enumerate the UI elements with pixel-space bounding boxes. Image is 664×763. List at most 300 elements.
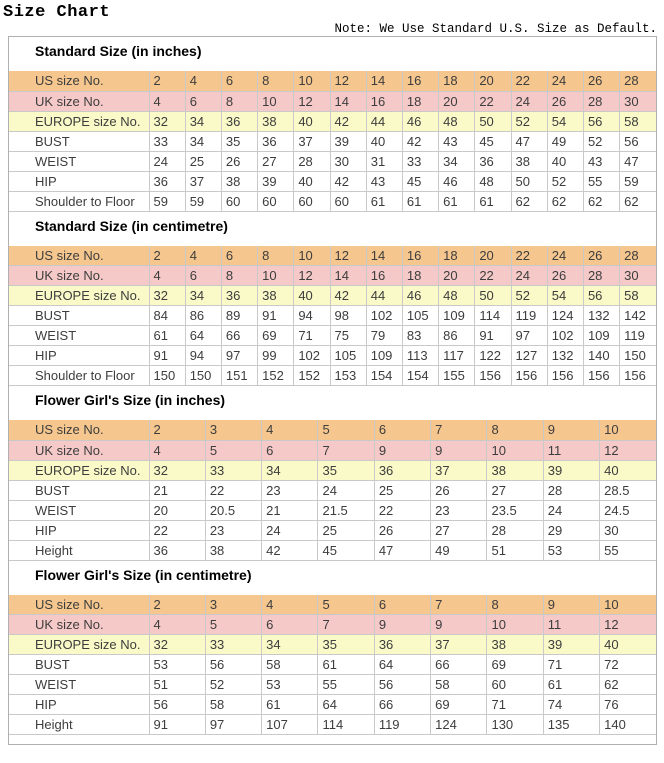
size-value-cell: 30	[600, 520, 656, 540]
table-row	[9, 715, 656, 735]
size-value-cell: 12	[330, 246, 366, 266]
size-value-cell: 60	[294, 191, 330, 211]
row-label: HIP	[9, 346, 149, 366]
size-value-cell: 94	[185, 346, 221, 366]
size-value-cell: 40	[366, 131, 402, 151]
table-row	[9, 520, 656, 540]
size-value-cell: 55	[600, 540, 656, 560]
size-value-cell: 34	[439, 151, 475, 171]
row-label: UK size No.	[9, 440, 149, 460]
size-value-cell: 150	[185, 366, 221, 386]
table-row	[9, 346, 656, 366]
size-value-cell: 24	[318, 480, 374, 500]
size-value-cell: 39	[258, 171, 294, 191]
size-value-cell: 34	[185, 286, 221, 306]
size-value-cell: 114	[318, 715, 374, 735]
size-value-cell: 26	[431, 480, 487, 500]
size-value-cell: 42	[262, 540, 318, 560]
size-value-cell: 47	[620, 151, 656, 171]
table-row	[9, 366, 656, 386]
size-value-cell: 9	[374, 440, 430, 460]
size-value-cell: 8	[258, 246, 294, 266]
size-value-cell: 39	[543, 460, 599, 480]
size-value-cell: 38	[487, 635, 543, 655]
size-value-cell: 61	[543, 675, 599, 695]
size-value-cell: 22	[205, 480, 261, 500]
size-value-cell: 20	[439, 266, 475, 286]
size-value-cell: 54	[547, 286, 583, 306]
masthead	[0, 0, 664, 36]
size-value-cell: 124	[547, 306, 583, 326]
size-value-cell: 9	[543, 420, 599, 440]
size-value-cell: 26	[547, 91, 583, 111]
size-value-cell: 64	[318, 695, 374, 715]
size-value-cell: 135	[543, 715, 599, 735]
size-value-cell: 4	[149, 91, 185, 111]
row-label: WEIST	[9, 500, 149, 520]
table-row	[9, 151, 656, 171]
section-standard-inches	[9, 37, 656, 212]
size-value-cell: 32	[149, 111, 185, 131]
size-value-cell: 27	[487, 480, 543, 500]
size-value-cell: 20.5	[205, 500, 261, 520]
row-label: WEIST	[9, 326, 149, 346]
size-value-cell: 91	[149, 715, 205, 735]
row-label: UK size No.	[9, 615, 149, 635]
size-value-cell: 26	[221, 151, 257, 171]
size-chart	[8, 36, 657, 745]
size-value-cell: 24	[511, 91, 547, 111]
size-value-cell: 59	[149, 191, 185, 211]
size-value-cell: 38	[487, 460, 543, 480]
size-value-cell: 49	[431, 540, 487, 560]
size-value-cell: 25	[185, 151, 221, 171]
size-value-cell: 52	[205, 675, 261, 695]
size-value-cell: 7	[431, 595, 487, 615]
row-label: BUST	[9, 306, 149, 326]
table-row	[9, 595, 656, 615]
size-value-cell: 71	[294, 326, 330, 346]
size-table-standard-inches	[9, 71, 656, 212]
size-value-cell: 9	[543, 595, 599, 615]
size-value-cell: 20	[439, 91, 475, 111]
size-value-cell: 114	[475, 306, 511, 326]
size-value-cell: 102	[294, 346, 330, 366]
size-value-cell: 124	[431, 715, 487, 735]
table-row	[9, 266, 656, 286]
size-value-cell: 11	[543, 440, 599, 460]
size-value-cell: 27	[431, 520, 487, 540]
table-row	[9, 131, 656, 151]
size-value-cell: 154	[402, 366, 438, 386]
size-value-cell: 6	[221, 246, 257, 266]
size-value-cell: 21	[149, 480, 205, 500]
size-value-cell: 18	[402, 266, 438, 286]
size-value-cell: 113	[402, 346, 438, 366]
size-value-cell: 52	[511, 286, 547, 306]
table-row	[9, 171, 656, 191]
size-value-cell: 7	[318, 440, 374, 460]
size-value-cell: 38	[258, 286, 294, 306]
size-value-cell: 50	[511, 171, 547, 191]
size-value-cell: 24	[547, 246, 583, 266]
size-value-cell: 150	[620, 346, 656, 366]
size-value-cell: 36	[221, 286, 257, 306]
size-value-cell: 46	[402, 286, 438, 306]
size-value-cell: 61	[318, 655, 374, 675]
size-value-cell: 132	[547, 346, 583, 366]
size-value-cell: 62	[620, 191, 656, 211]
size-value-cell: 39	[330, 131, 366, 151]
size-value-cell: 130	[487, 715, 543, 735]
table-row	[9, 306, 656, 326]
table-row	[9, 111, 656, 131]
size-table-standard-centimetre	[9, 246, 656, 387]
size-value-cell: 58	[431, 675, 487, 695]
size-value-cell: 10	[487, 615, 543, 635]
row-label: BUST	[9, 655, 149, 675]
size-value-cell: 122	[475, 346, 511, 366]
table-row	[9, 326, 656, 346]
size-value-cell: 102	[547, 326, 583, 346]
size-value-cell: 8	[487, 595, 543, 615]
size-value-cell: 28	[620, 246, 656, 266]
size-value-cell: 69	[487, 655, 543, 675]
size-value-cell: 43	[583, 151, 619, 171]
row-label: UK size No.	[9, 266, 149, 286]
size-value-cell: 6	[262, 615, 318, 635]
size-value-cell: 42	[330, 111, 366, 131]
size-value-cell: 48	[475, 171, 511, 191]
row-label: WEIST	[9, 151, 149, 171]
size-value-cell: 56	[374, 675, 430, 695]
row-label: HIP	[9, 171, 149, 191]
section-title-standard-inches: Standard Size (in inches)	[35, 43, 202, 59]
section-standard-centimetre	[9, 212, 656, 387]
size-value-cell: 9	[431, 615, 487, 635]
size-value-cell: 48	[439, 286, 475, 306]
size-value-cell: 150	[149, 366, 185, 386]
size-value-cell: 66	[431, 655, 487, 675]
size-value-cell: 2	[149, 246, 185, 266]
size-value-cell: 94	[294, 306, 330, 326]
size-value-cell: 36	[258, 131, 294, 151]
size-value-cell: 66	[374, 695, 430, 715]
section-title-flower-girl-inches: Flower Girl's Size (in inches)	[35, 392, 226, 408]
size-value-cell: 119	[374, 715, 430, 735]
size-value-cell: 51	[487, 540, 543, 560]
size-value-cell: 23	[431, 500, 487, 520]
size-value-cell: 18	[402, 91, 438, 111]
size-value-cell: 34	[185, 111, 221, 131]
size-value-cell: 60	[487, 675, 543, 695]
section-flower-girl-inches	[9, 386, 656, 561]
table-row	[9, 675, 656, 695]
size-value-cell: 4	[262, 420, 318, 440]
size-value-cell: 61	[149, 326, 185, 346]
size-value-cell: 56	[583, 111, 619, 131]
size-value-cell: 20	[149, 500, 205, 520]
size-value-cell: 71	[543, 655, 599, 675]
size-value-cell: 26	[374, 520, 430, 540]
size-value-cell: 97	[511, 326, 547, 346]
size-value-cell: 156	[583, 366, 619, 386]
table-row	[9, 191, 656, 211]
row-label: US size No.	[9, 420, 149, 440]
size-value-cell: 56	[583, 286, 619, 306]
size-value-cell: 23	[262, 480, 318, 500]
size-value-cell: 142	[620, 306, 656, 326]
size-value-cell: 24	[511, 266, 547, 286]
size-value-cell: 4	[149, 266, 185, 286]
size-value-cell: 50	[475, 111, 511, 131]
row-label: BUST	[9, 131, 149, 151]
table-row	[9, 540, 656, 560]
size-value-cell: 109	[366, 346, 402, 366]
row-label: Shoulder to Floor	[9, 366, 149, 386]
row-label: EUROPE size No.	[9, 460, 149, 480]
size-value-cell: 14	[366, 246, 402, 266]
size-value-cell: 24	[262, 520, 318, 540]
size-value-cell: 102	[366, 306, 402, 326]
size-value-cell: 45	[318, 540, 374, 560]
row-label: UK size No.	[9, 91, 149, 111]
table-row	[9, 246, 656, 266]
size-value-cell: 40	[294, 286, 330, 306]
size-value-cell: 6	[221, 71, 257, 91]
size-value-cell: 30	[620, 91, 656, 111]
size-value-cell: 109	[439, 306, 475, 326]
size-value-cell: 107	[262, 715, 318, 735]
size-value-cell: 42	[402, 131, 438, 151]
size-value-cell: 83	[402, 326, 438, 346]
table-row	[9, 440, 656, 460]
size-value-cell: 12	[600, 615, 656, 635]
size-value-cell: 48	[439, 111, 475, 131]
size-value-cell: 59	[620, 171, 656, 191]
size-value-cell: 36	[374, 635, 430, 655]
size-value-cell: 156	[547, 366, 583, 386]
size-value-cell: 20	[475, 71, 511, 91]
size-value-cell: 16	[402, 71, 438, 91]
size-value-cell: 8	[258, 71, 294, 91]
size-value-cell: 127	[511, 346, 547, 366]
row-label: HIP	[9, 695, 149, 715]
size-value-cell: 35	[221, 131, 257, 151]
size-value-cell: 10	[487, 440, 543, 460]
size-value-cell: 152	[258, 366, 294, 386]
section-title-flower-girl-centimetre: Flower Girl's Size (in centimetre)	[35, 566, 252, 583]
table-row	[9, 635, 656, 655]
size-value-cell: 26	[583, 71, 619, 91]
size-value-cell: 72	[600, 655, 656, 675]
size-value-cell: 58	[205, 695, 261, 715]
size-value-cell: 11	[543, 615, 599, 635]
size-value-cell: 59	[185, 191, 221, 211]
size-value-cell: 119	[511, 306, 547, 326]
size-value-cell: 153	[330, 366, 366, 386]
size-value-cell: 12	[294, 266, 330, 286]
row-label: WEIST	[9, 675, 149, 695]
size-value-cell: 28	[583, 266, 619, 286]
size-value-cell: 156	[475, 366, 511, 386]
size-value-cell: 6	[262, 440, 318, 460]
size-value-cell: 28	[583, 91, 619, 111]
row-label: EUROPE size No.	[9, 286, 149, 306]
size-value-cell: 60	[258, 191, 294, 211]
size-value-cell: 71	[487, 695, 543, 715]
row-label: Shoulder to Floor	[9, 191, 149, 211]
size-value-cell: 21	[262, 500, 318, 520]
size-value-cell: 61	[366, 191, 402, 211]
size-value-cell: 10	[600, 595, 656, 615]
size-value-cell: 33	[205, 460, 261, 480]
size-value-cell: 36	[475, 151, 511, 171]
size-value-cell: 62	[511, 191, 547, 211]
size-value-cell: 44	[366, 286, 402, 306]
size-value-cell: 79	[366, 326, 402, 346]
size-value-cell: 3	[205, 595, 261, 615]
section-flower-girl-centimetre	[9, 561, 656, 736]
page-title: Size Chart	[3, 3, 111, 22]
size-value-cell: 2	[149, 595, 205, 615]
size-value-cell: 64	[185, 326, 221, 346]
size-value-cell: 10	[258, 266, 294, 286]
size-value-cell: 61	[262, 695, 318, 715]
size-value-cell: 37	[431, 635, 487, 655]
size-value-cell: 89	[221, 306, 257, 326]
size-value-cell: 105	[330, 346, 366, 366]
size-value-cell: 26	[583, 246, 619, 266]
size-value-cell: 16	[366, 266, 402, 286]
size-value-cell: 4	[149, 615, 205, 635]
size-value-cell: 14	[366, 71, 402, 91]
size-value-cell: 6	[185, 91, 221, 111]
size-value-cell: 8	[487, 420, 543, 440]
size-value-cell: 117	[439, 346, 475, 366]
size-value-cell: 9	[374, 615, 430, 635]
table-row	[9, 500, 656, 520]
section-title-standard-centimetre: Standard Size (in centimetre)	[35, 217, 228, 234]
size-value-cell: 22	[511, 246, 547, 266]
size-value-cell: 154	[366, 366, 402, 386]
size-value-cell: 18	[439, 246, 475, 266]
size-value-cell: 52	[547, 171, 583, 191]
size-table-flower-girl-inches	[9, 420, 656, 561]
size-value-cell: 10	[294, 71, 330, 91]
size-value-cell: 34	[262, 460, 318, 480]
size-value-cell: 10	[258, 91, 294, 111]
table-row	[9, 286, 656, 306]
row-label: US size No.	[9, 595, 149, 615]
size-value-cell: 61	[439, 191, 475, 211]
size-value-cell: 39	[543, 635, 599, 655]
size-value-cell: 12	[600, 440, 656, 460]
size-value-cell: 66	[221, 326, 257, 346]
size-value-cell: 12	[294, 91, 330, 111]
row-label: BUST	[9, 480, 149, 500]
size-value-cell: 98	[330, 306, 366, 326]
size-value-cell: 31	[366, 151, 402, 171]
size-value-cell: 40	[547, 151, 583, 171]
size-value-cell: 152	[294, 366, 330, 386]
table-row	[9, 420, 656, 440]
size-value-cell: 61	[402, 191, 438, 211]
row-label: EUROPE size No.	[9, 635, 149, 655]
table-row	[9, 695, 656, 715]
size-value-cell: 49	[547, 131, 583, 151]
size-value-cell: 62	[547, 191, 583, 211]
table-row	[9, 71, 656, 91]
size-value-cell: 20	[475, 246, 511, 266]
size-value-cell: 10	[294, 246, 330, 266]
size-value-cell: 23	[205, 520, 261, 540]
size-value-cell: 28	[543, 480, 599, 500]
size-value-cell: 12	[330, 71, 366, 91]
size-value-cell: 74	[543, 695, 599, 715]
table-row	[9, 460, 656, 480]
size-value-cell: 55	[318, 675, 374, 695]
size-value-cell: 14	[330, 91, 366, 111]
size-value-cell: 109	[583, 326, 619, 346]
row-label: EUROPE size No.	[9, 111, 149, 131]
size-value-cell: 86	[185, 306, 221, 326]
size-value-cell: 22	[475, 91, 511, 111]
size-value-cell: 60	[221, 191, 257, 211]
table-row	[9, 480, 656, 500]
size-value-cell: 53	[543, 540, 599, 560]
table-row	[9, 91, 656, 111]
size-value-cell: 60	[330, 191, 366, 211]
size-value-cell: 51	[149, 675, 205, 695]
size-value-cell: 24.5	[600, 500, 656, 520]
row-label: US size No.	[9, 246, 149, 266]
size-value-cell: 84	[149, 306, 185, 326]
size-value-cell: 76	[600, 695, 656, 715]
size-value-cell: 9	[431, 440, 487, 460]
size-value-cell: 38	[221, 171, 257, 191]
size-value-cell: 75	[330, 326, 366, 346]
size-value-cell: 42	[330, 171, 366, 191]
size-value-cell: 58	[620, 111, 656, 131]
size-value-cell: 50	[475, 286, 511, 306]
size-value-cell: 43	[439, 131, 475, 151]
size-value-cell: 10	[600, 420, 656, 440]
size-value-cell: 5	[205, 615, 261, 635]
size-value-cell: 23.5	[487, 500, 543, 520]
size-value-cell: 33	[402, 151, 438, 171]
size-value-cell: 54	[547, 111, 583, 131]
size-value-cell: 16	[402, 246, 438, 266]
size-value-cell: 62	[583, 191, 619, 211]
size-value-cell: 91	[258, 306, 294, 326]
size-value-cell: 64	[374, 655, 430, 675]
size-value-cell: 38	[205, 540, 261, 560]
size-value-cell: 40	[600, 635, 656, 655]
size-value-cell: 34	[262, 635, 318, 655]
size-value-cell: 25	[318, 520, 374, 540]
size-value-cell: 37	[431, 460, 487, 480]
table-row	[9, 615, 656, 635]
size-value-cell: 8	[221, 266, 257, 286]
size-value-cell: 34	[185, 131, 221, 151]
size-value-cell: 53	[262, 675, 318, 695]
size-value-cell: 62	[600, 675, 656, 695]
size-value-cell: 69	[258, 326, 294, 346]
size-value-cell: 36	[149, 540, 205, 560]
row-label: HIP	[9, 520, 149, 540]
size-value-cell: 151	[221, 366, 257, 386]
